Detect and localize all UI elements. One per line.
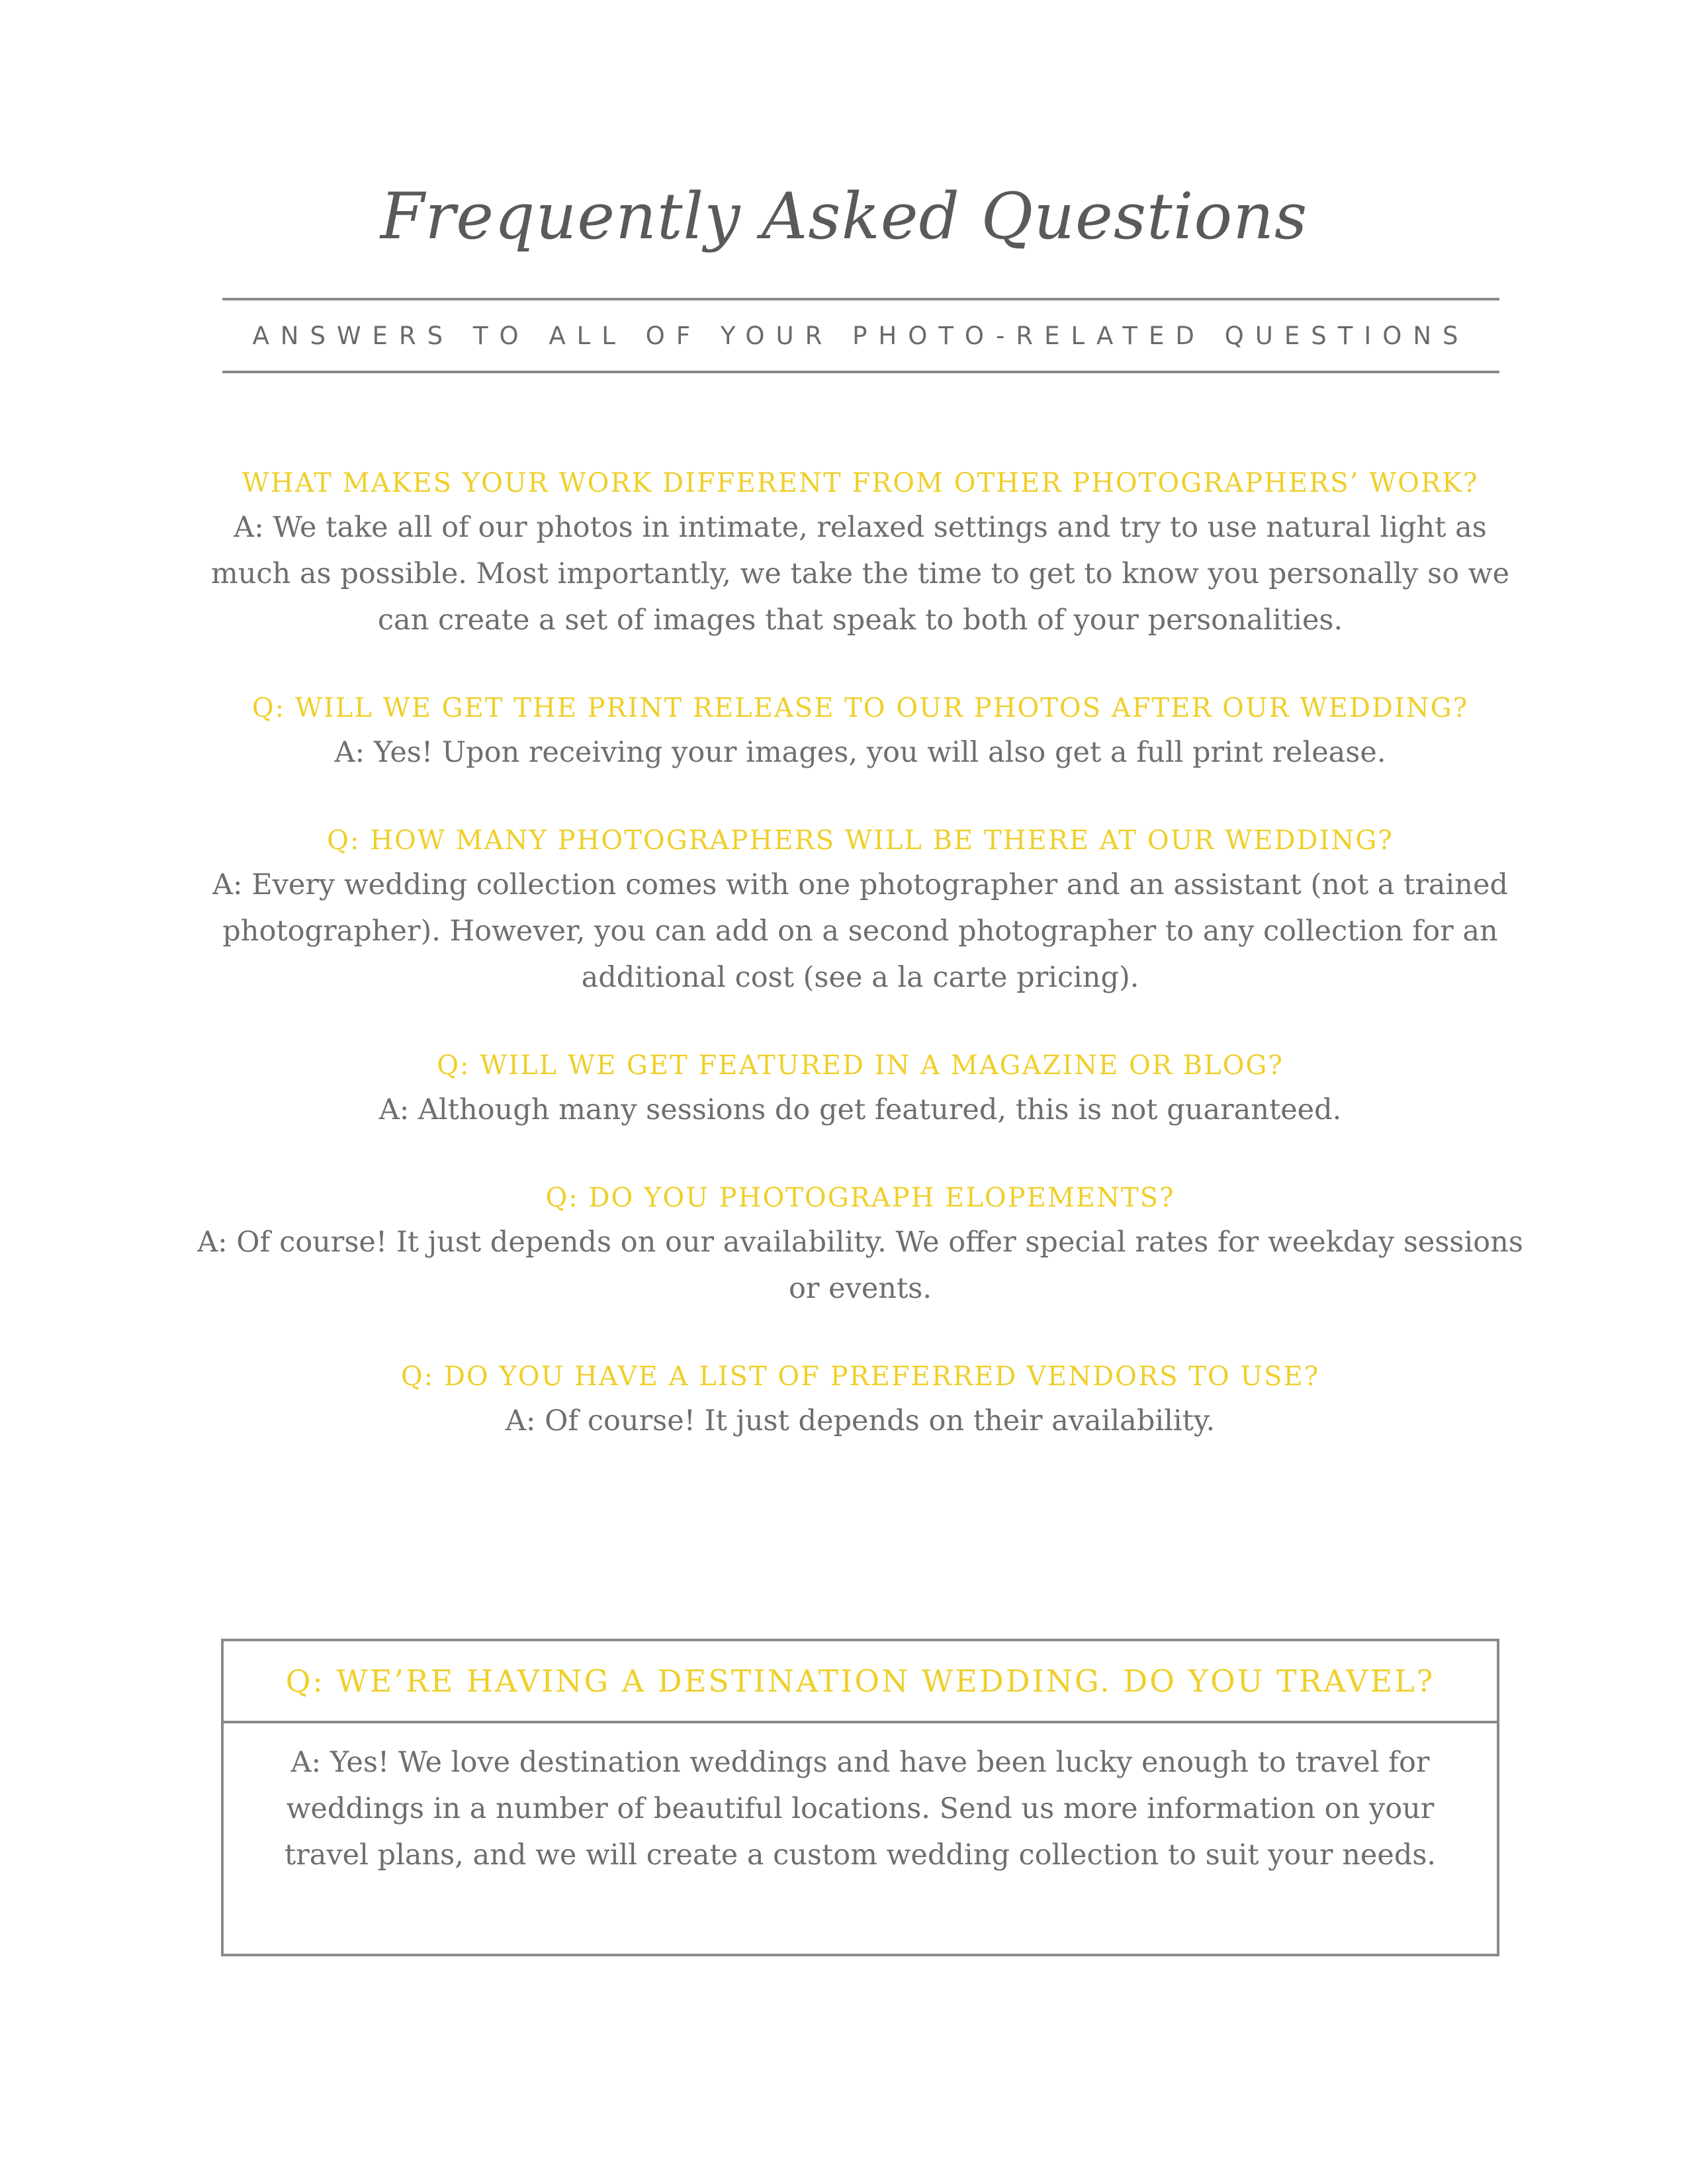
- faq-answer: A: Although many sessions do get featured, this is not guaranteed.: [378, 1093, 1342, 1126]
- faq-answer: A: Of course! It just depends on our availability. We offer special rates for weekday sessions or events.: [197, 1226, 1523, 1305]
- faq-item: [185, 688, 1535, 776]
- faq-answer: A: Yes! Upon receiving your images, you will also get a full print release.: [334, 736, 1386, 769]
- faq-question: WHAT MAKES YOUR WORK DIFFERENT FROM OTHER PHOTOGRAPHERS’ WORK?: [242, 468, 1479, 498]
- faq-answer: A: Every wedding collection comes with one photographer and an assistant (not a trained photographer). However, you can add on a second photographer to any collection for an additional cost (see a la carte pricing).: [212, 868, 1508, 994]
- faq-question: Q: DO YOU HAVE A LIST OF PREFERRED VENDORS TO USE?: [400, 1361, 1320, 1392]
- header-rule-bottom: [222, 371, 1499, 373]
- page-title: Frequently Asked Questions: [380, 179, 1308, 253]
- faq-question: Q: HOW MANY PHOTOGRAPHERS WILL BE THERE AT OUR WEDDING?: [327, 825, 1394, 856]
- faq-item: [185, 821, 1535, 1001]
- faq-question: Q: DO YOU PHOTOGRAPH ELOPEMENTS?: [545, 1183, 1175, 1213]
- faq-list: [185, 463, 1535, 1489]
- faq-question: Q: WILL WE GET FEATURED IN A MAGAZINE OR BLOG?: [437, 1050, 1284, 1081]
- callout-answer: A: Yes! We love destination weddings and have been lucky enough to travel for weddings in a number of beautiful locations. Send us more information on your travel plans, and we will create a custom wedding collection to suit your needs.: [284, 1746, 1437, 1872]
- callout-question: Q: WE’RE HAVING A DESTINATION WEDDING. DO YOU TRAVEL?: [224, 1641, 1497, 1723]
- faq-item: [185, 1178, 1535, 1312]
- destination-callout-box: [221, 1639, 1499, 1956]
- faq-question: Q: WILL WE GET THE PRINT RELEASE TO OUR PHOTOS AFTER OUR WEDDING?: [251, 693, 1469, 723]
- faq-item: [185, 1357, 1535, 1444]
- faq-answer: A: Of course! It just depends on their availability.: [505, 1404, 1216, 1437]
- faq-answer: A: We take all of our photos in intimate, relaxed settings and try to use natural light as much as possible. Most importantly, we take the time to get to know you personally so we can create a set of images that speak to both of your personalities.: [210, 511, 1510, 637]
- faq-item: [185, 1046, 1535, 1133]
- header-rule-top: [222, 298, 1499, 300]
- page-subtitle: ANSWERS TO ALL OF YOUR PHOTO-RELATED QUESTIONS: [252, 322, 1470, 350]
- faq-item: [185, 463, 1535, 643]
